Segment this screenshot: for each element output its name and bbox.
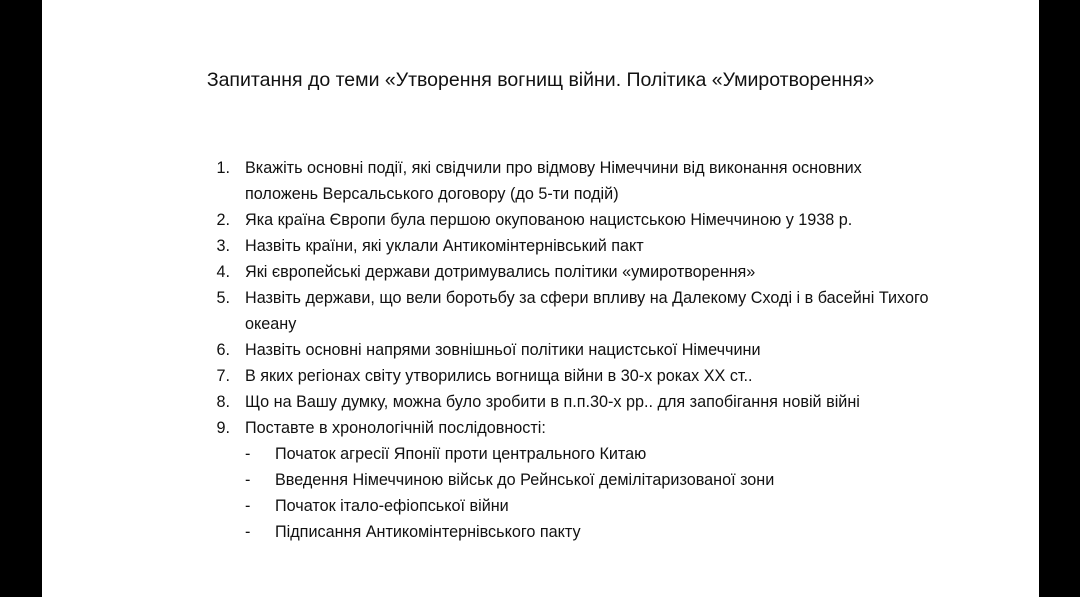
document-page (42, 0, 1039, 597)
question-list (202, 155, 1002, 545)
document-title: Запитання до теми «Утворення вогнищ війни. Політика «Умиротворення» (206, 69, 875, 91)
sub-list-item (202, 519, 1002, 545)
sub-list-item (202, 467, 1002, 493)
question-number: 4. (216, 263, 230, 281)
question-number: 9. (216, 419, 230, 437)
dash-bullet: - (245, 471, 251, 489)
question-text: Поставте в хронологічній послідовності: (245, 419, 546, 437)
sub-item-text: Початок італо-ефіопської війни (275, 497, 509, 515)
question-text: Яка країна Європи була першою окупованою нацистською Німеччиною у 1938 р. (245, 211, 853, 229)
question-item (202, 155, 1002, 207)
question-item (202, 233, 1002, 259)
sub-list-item (202, 493, 1002, 519)
question-item (202, 363, 1002, 389)
question-number: 2. (216, 211, 230, 229)
sub-item-text: Введення Німеччиною військ до Рейнської демілітаризованої зони (275, 471, 775, 489)
question-number: 1. (216, 159, 230, 177)
question-text: Назвіть держави, що вели боротьбу за сфери впливу на Далекому Сході і в басейні Тихого (245, 289, 929, 307)
dash-bullet: - (245, 497, 251, 515)
question-number: 5. (216, 289, 230, 307)
question-text: Які європейські держави дотримувались політики «умиротворення» (245, 263, 756, 281)
question-item (202, 259, 1002, 285)
question-number: 7. (216, 367, 230, 385)
question-number: 6. (216, 341, 230, 359)
sub-item-text: Підписання Антикомінтернівського пакту (275, 523, 581, 541)
question-text: Що на Вашу думку, можна було зробити в п.п.30-х рр.. для запобігання новій війні (245, 393, 860, 411)
question-item (202, 285, 1002, 337)
question-item (202, 415, 1002, 441)
dash-bullet: - (245, 523, 251, 541)
sub-item-text: Початок агресії Японії проти центрального Китаю (275, 445, 647, 463)
question-text: Назвіть країни, які уклали Антикомінтернівський пакт (245, 237, 644, 255)
question-text: В яких регіонах світу утворились вогнища війни в 30-х роках ХХ ст.. (245, 367, 753, 385)
question-number: 8. (216, 393, 230, 411)
question-item (202, 389, 1002, 415)
question-text-continuation: океану (245, 315, 297, 333)
question-item (202, 207, 1002, 233)
question-text: Вкажіть основні події, які свідчили про відмову Німеччини від виконання основних (245, 159, 862, 177)
question-text-continuation: положень Версальського договору (до 5-ти подій) (245, 185, 619, 203)
question-number: 3. (216, 237, 230, 255)
question-text: Назвіть основні напрями зовнішньої політики нацистської Німеччини (245, 341, 761, 359)
sub-list-item (202, 441, 1002, 467)
question-item (202, 337, 1002, 363)
dash-bullet: - (245, 445, 251, 463)
